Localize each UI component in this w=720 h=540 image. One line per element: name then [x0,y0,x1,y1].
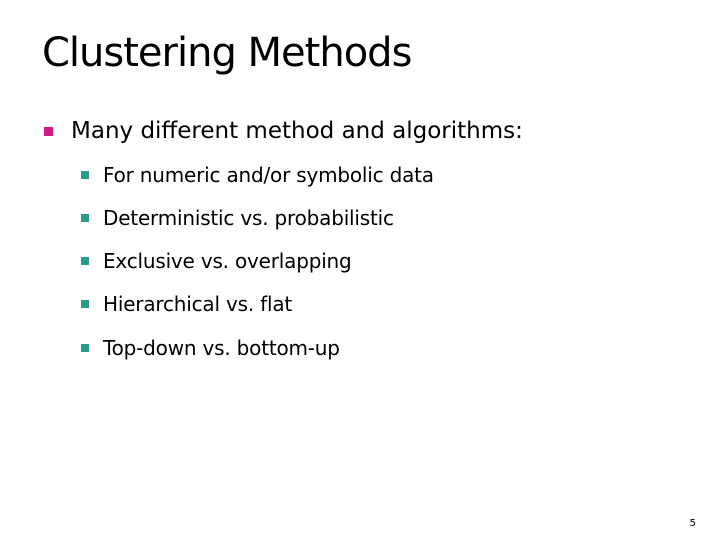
square-bullet-icon [81,171,89,179]
sub-bullet-exclusive [81,247,352,275]
square-bullet-icon [81,300,89,308]
sub-bullet-numeric-symbolic [81,161,434,189]
square-bullet-icon [81,344,89,352]
square-bullet-icon [44,127,53,136]
sub-bullet-text: Top-down vs. bottom-up [103,336,340,360]
sub-bullet-deterministic [81,204,394,232]
slide-title: Clustering Methods [42,30,412,76]
page-number: 5 [689,518,696,529]
square-bullet-icon [81,214,89,222]
sub-bullet-top-down [81,334,340,362]
sub-bullet-text: Exclusive vs. overlapping [103,249,352,273]
sub-bullet-hierarchical [81,290,292,318]
main-bullet [44,114,523,148]
main-bullet-text: Many different method and algorithms: [71,118,523,144]
sub-bullet-text: Deterministic vs. probabilistic [103,206,394,230]
square-bullet-icon [81,257,89,265]
sub-bullet-text: For numeric and/or symbolic data [103,163,434,187]
sub-bullet-text: Hierarchical vs. flat [103,292,293,316]
